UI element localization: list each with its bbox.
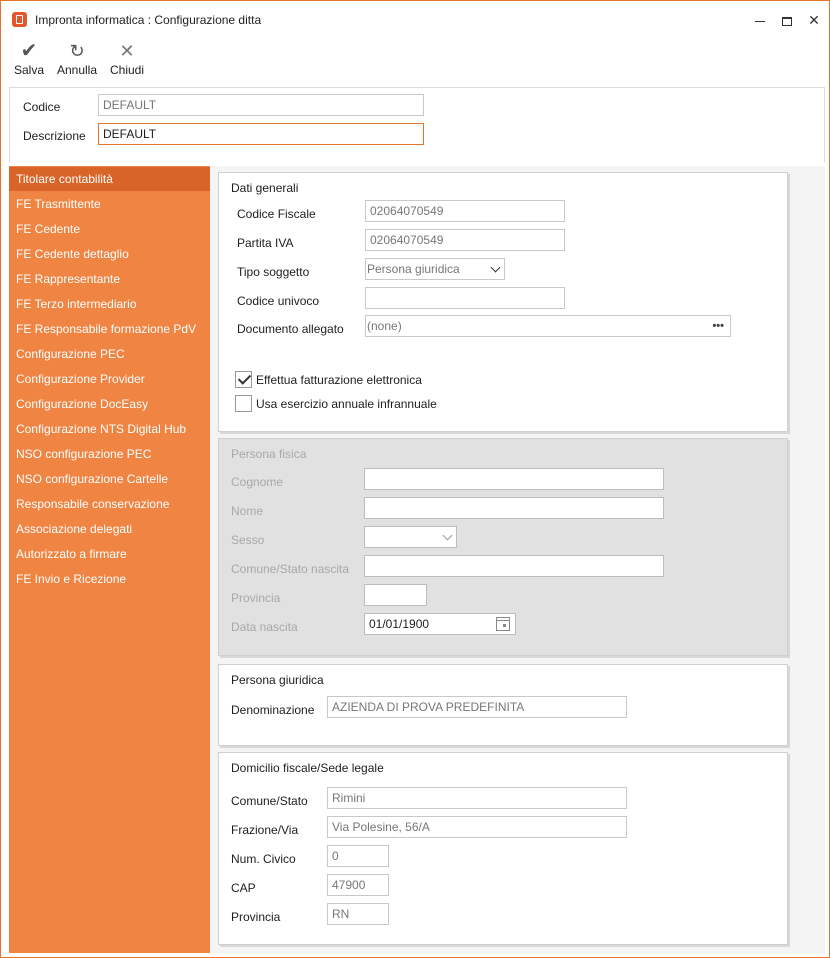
descrizione-label: Descrizione (23, 129, 86, 143)
toolbar (1, 37, 829, 83)
sidebar (9, 166, 210, 953)
comune-stato-label: Comune/Stato (231, 794, 308, 808)
descrizione-field[interactable]: DEFAULT (98, 123, 424, 145)
close-button[interactable] (109, 39, 145, 77)
documento-allegato-field[interactable] (365, 315, 731, 337)
calendar-icon (496, 617, 510, 631)
denominazione-field[interactable]: AZIENDA DI PROVA PREDEFINITA (327, 696, 627, 718)
codice-fiscale-label: Codice Fiscale (237, 207, 316, 221)
cancel-label: Annulla (56, 63, 98, 77)
main-panel (210, 166, 825, 953)
sidebar-item[interactable]: FE Trasmittente (16, 197, 101, 211)
cap-label: CAP (231, 881, 256, 895)
undo-icon: ↻ (69, 41, 85, 61)
sidebar-item[interactable]: Configurazione NTS Digital Hub (16, 422, 187, 436)
app-logo-icon (12, 12, 27, 27)
frazione-via-label: Frazione/Via (231, 823, 299, 837)
chevron-down-icon (491, 263, 501, 273)
sesso-select (364, 526, 457, 548)
data-nascita-label: Data nascita (231, 620, 298, 634)
dati-generali-group (218, 172, 788, 432)
documento-allegato-label: Documento allegato (237, 322, 344, 336)
sidebar-item[interactable]: FE Rappresentante (16, 272, 121, 286)
frazione-via-field[interactable]: Via Polesine, 56/A (327, 816, 627, 838)
checkmark-icon: ✔ (20, 40, 38, 62)
sidebar-item[interactable]: FE Cedente (16, 222, 81, 236)
cognome-label: Cognome (231, 475, 284, 489)
sesso-label: Sesso (231, 533, 265, 547)
tipo-soggetto-select[interactable] (365, 258, 505, 280)
persona-giuridica-title: Persona giuridica (231, 673, 324, 687)
save-label: Salva (14, 63, 45, 77)
num-civico-label: Num. Civico (231, 852, 296, 866)
minimize-button[interactable] (748, 9, 772, 31)
persona-fisica-group (218, 438, 788, 656)
nome-field (364, 497, 664, 519)
window-title: Impronta informatica : Configurazione ditta (35, 13, 262, 27)
sidebar-item[interactable]: FE Terzo intermediario (16, 297, 137, 311)
maximize-icon (782, 17, 792, 26)
close-icon: ✕ (808, 12, 820, 28)
partita-iva-label: Partita IVA (237, 236, 294, 250)
sidebar-item[interactable]: Titolare contabilità (9, 167, 210, 191)
persona-fisica-title: Persona fisica (231, 447, 307, 461)
sidebar-item[interactable]: FE Cedente dettaglio (16, 247, 129, 261)
x-icon: ✕ (119, 41, 135, 61)
documento-allegato-value: (none) (367, 319, 402, 333)
persona-giuridica-group (218, 664, 788, 746)
sidebar-item[interactable]: NSO configurazione PEC (16, 447, 152, 461)
codice-field[interactable]: DEFAULT (98, 94, 424, 116)
sidebar-item[interactable]: NSO configurazione Cartelle (16, 472, 169, 486)
data-nascita-value: 01/01/1900 (369, 617, 430, 631)
chevron-down-icon (443, 531, 453, 541)
codice-label: Codice (23, 100, 61, 114)
close-label: Chiudi (109, 63, 145, 77)
close-window-button[interactable] (802, 9, 826, 31)
partita-iva-field[interactable]: 02064070549 (365, 229, 565, 251)
sidebar-item[interactable]: Configurazione DocEasy (16, 397, 149, 411)
sidebar-item[interactable]: FE Responsabile formazione PdV (16, 322, 197, 336)
tipo-soggetto-label: Tipo soggetto (237, 265, 310, 279)
save-button[interactable] (14, 39, 44, 77)
title-bar (1, 1, 829, 37)
tipo-soggetto-value: Persona giuridica (367, 262, 460, 276)
nome-label: Nome (231, 504, 264, 518)
codice-univoco-label: Codice univoco (237, 294, 320, 308)
esercizio-checkbox[interactable] (235, 395, 252, 412)
sidebar-item[interactable]: Responsabile conservazione (16, 497, 170, 511)
provincia-nascita-field (364, 584, 427, 606)
provincia-label: Provincia (231, 910, 281, 924)
sidebar-item[interactable]: Autorizzato a firmare (16, 547, 127, 561)
comune-nascita-field (364, 555, 664, 577)
sidebar-item[interactable]: Configurazione Provider (16, 372, 145, 386)
comune-nascita-label: Comune/Stato nascita (231, 562, 350, 576)
comune-stato-field[interactable]: Rimini (327, 787, 627, 809)
esercizio-label: Usa esercizio annuale infrannuale (256, 397, 437, 411)
sidebar-item[interactable]: Configurazione PEC (16, 347, 125, 361)
maximize-button[interactable] (775, 9, 799, 31)
sidebar-item[interactable]: FE Invio e Ricezione (16, 572, 127, 586)
cap-field[interactable]: 47900 (327, 874, 389, 896)
provincia-field[interactable]: RN (327, 903, 389, 925)
num-civico-field[interactable]: 0 (327, 845, 389, 867)
domicilio-group (218, 752, 788, 945)
dati-generali-title: Dati generali (231, 181, 299, 195)
data-nascita-field (364, 613, 516, 635)
cognome-field (364, 468, 664, 490)
ellipsis-icon[interactable]: ••• (712, 320, 724, 332)
minimize-icon (755, 21, 765, 22)
cancel-button[interactable] (56, 39, 98, 77)
fatturazione-label: Effettua fatturazione elettronica (256, 373, 422, 387)
fatturazione-checkbox[interactable] (235, 371, 252, 388)
sidebar-item[interactable]: Associazione delegati (16, 522, 133, 536)
provincia-nascita-label: Provincia (231, 591, 281, 605)
codice-fiscale-field[interactable]: 02064070549 (365, 200, 565, 222)
codice-univoco-field[interactable] (365, 287, 565, 309)
denominazione-label: Denominazione (231, 703, 315, 717)
header-panel (9, 87, 825, 163)
domicilio-title: Domicilio fiscale/Sede legale (231, 761, 384, 775)
